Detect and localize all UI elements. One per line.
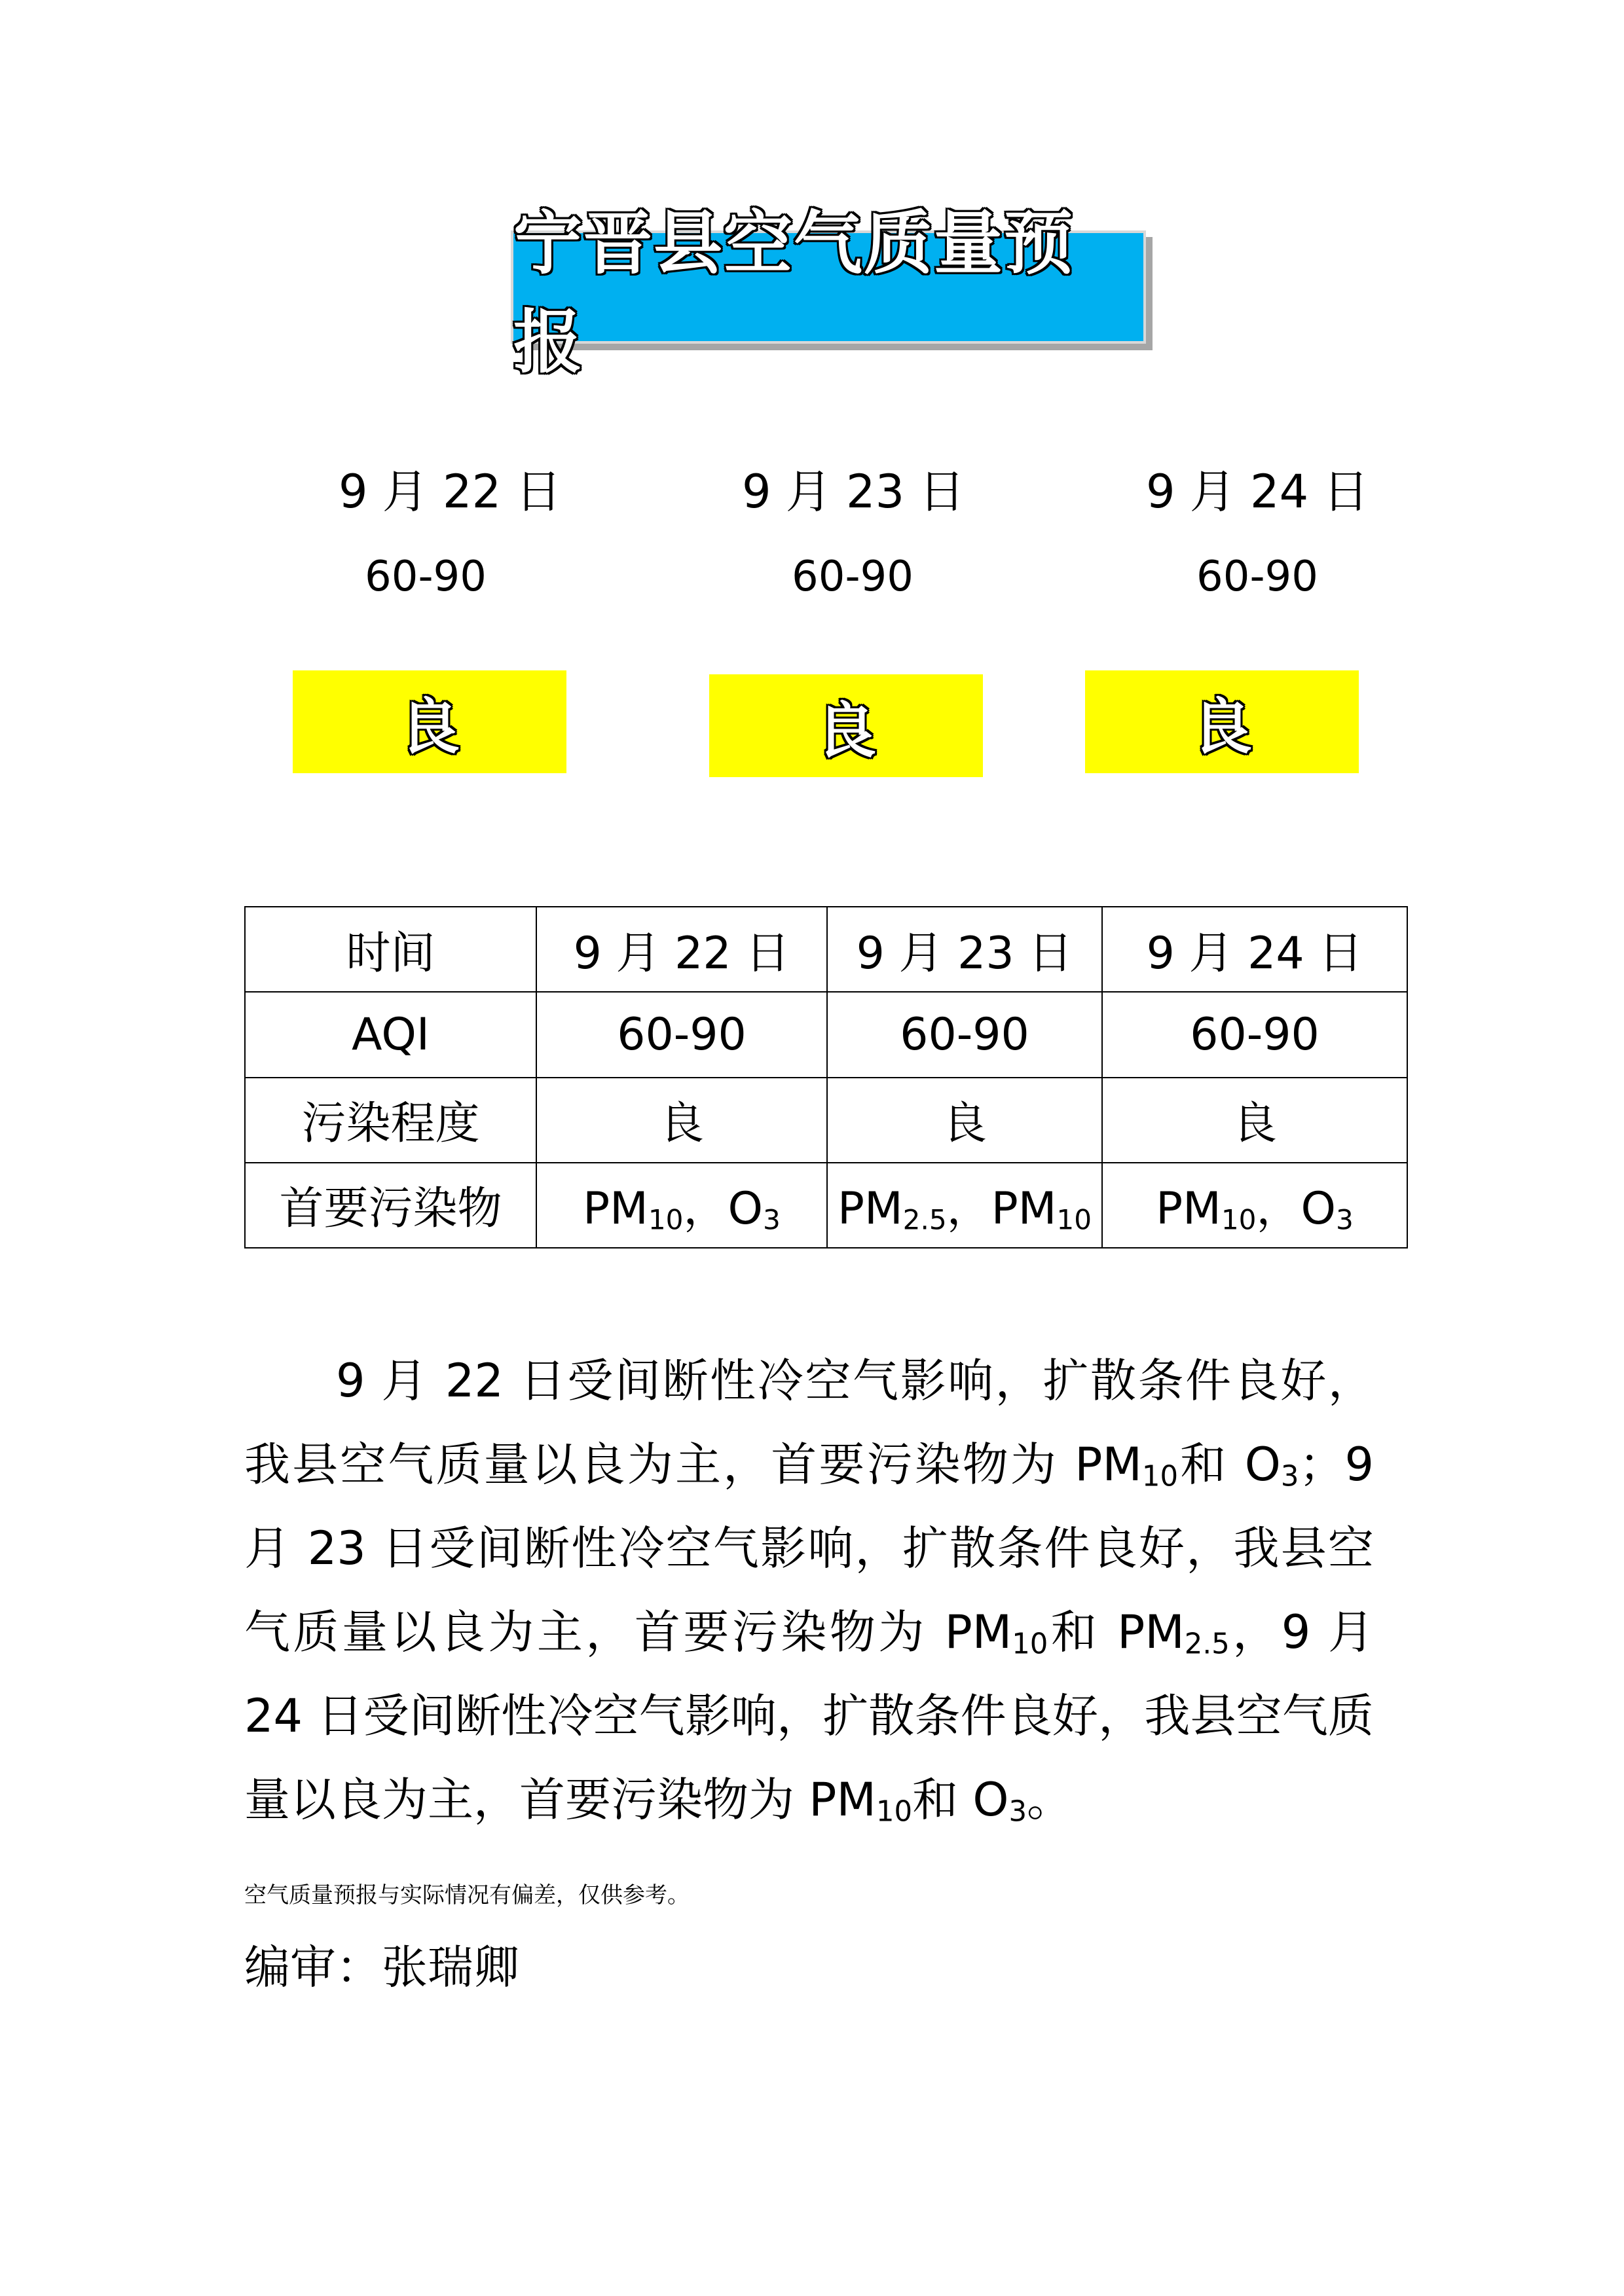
pollutant-subscript: 10 bbox=[1221, 1203, 1257, 1236]
summary-text: 。 bbox=[1027, 1773, 1073, 1827]
forecast-date-2: 9 月 23 日 bbox=[742, 465, 965, 519]
pollutant-subscript: 10 bbox=[648, 1203, 684, 1236]
forecast-table bbox=[244, 906, 1408, 1248]
summary-text: 9 月 22 日受间断性冷空气影响，扩散条件良好，我县空气质量以良为主，首要污染物为 PM bbox=[244, 1354, 1374, 1491]
pollutant-subscript: 3 bbox=[763, 1203, 781, 1236]
summary-subscript: 10 bbox=[1141, 1460, 1179, 1493]
summary-text: 和 O bbox=[912, 1773, 1009, 1827]
pollutant-name: PM bbox=[583, 1183, 648, 1235]
level-badge-label: 良 bbox=[399, 691, 460, 762]
table-cell-level: 良 bbox=[1102, 1078, 1407, 1163]
pollutant-name: O bbox=[728, 1183, 764, 1235]
table-cell-pollutant bbox=[536, 1163, 827, 1248]
row-header-level: 污染程度 bbox=[245, 1078, 536, 1163]
table-row-aqi bbox=[245, 992, 1407, 1077]
forecast-aqi-1: 60-90 bbox=[365, 553, 487, 601]
forecast-aqi-2: 60-90 bbox=[792, 553, 913, 601]
summary-subscript: 10 bbox=[876, 1795, 913, 1829]
summary-subscript: 3 bbox=[1280, 1460, 1299, 1493]
table-cell-date: 9 月 24 日 bbox=[1102, 907, 1407, 992]
pollutant-subscript: 2.5 bbox=[902, 1203, 947, 1236]
disclaimer-note: 空气质量预报与实际情况有偏差，仅供参考。 bbox=[244, 1882, 690, 1908]
forecast-date-1: 9 月 22 日 bbox=[339, 465, 562, 519]
summary-text: 和 PM bbox=[1048, 1605, 1185, 1659]
table-cell-aqi: 60-90 bbox=[1102, 992, 1407, 1077]
level-badge-label: 良 bbox=[1191, 691, 1252, 762]
row-header-time: 时间 bbox=[245, 907, 536, 992]
forecast-date-3: 9 月 24 日 bbox=[1146, 465, 1369, 519]
pollutant-separator: ， bbox=[946, 1183, 991, 1235]
title-banner bbox=[511, 203, 1146, 382]
pollutant-subscript: 10 bbox=[1056, 1203, 1092, 1236]
summary-text: ；9 月 23 日受间断性冷空气影响，扩散条件良好，我县空气质量以良为主，首要污染物为 PM bbox=[244, 1438, 1374, 1659]
table-row-pollutant bbox=[245, 1163, 1407, 1248]
table-cell-level: 良 bbox=[827, 1078, 1102, 1163]
level-badge-2 bbox=[709, 674, 983, 777]
summary-subscript: 2.5 bbox=[1184, 1628, 1230, 1661]
level-badge-label: 良 bbox=[815, 695, 876, 766]
table-row-level bbox=[245, 1078, 1407, 1163]
pollutant-name: PM bbox=[991, 1183, 1057, 1235]
table-cell-level: 良 bbox=[536, 1078, 827, 1163]
page-title: 宁晋县空气质量预报 bbox=[513, 203, 1075, 382]
table-cell-pollutant bbox=[827, 1163, 1102, 1248]
row-header-aqi: AQI bbox=[245, 992, 536, 1077]
summary-paragraph bbox=[244, 1339, 1374, 1842]
table-cell-pollutant bbox=[1102, 1163, 1407, 1248]
level-badge-1 bbox=[293, 670, 566, 773]
pollutant-subscript: 3 bbox=[1336, 1203, 1354, 1236]
table-row-time bbox=[245, 907, 1407, 992]
forecast-aqi-3: 60-90 bbox=[1196, 553, 1318, 601]
table-cell-date: 9 月 22 日 bbox=[536, 907, 827, 992]
table-cell-aqi: 60-90 bbox=[827, 992, 1102, 1077]
editor-credit: 编审：张瑞卿 bbox=[244, 1941, 519, 1994]
summary-subscript: 3 bbox=[1008, 1795, 1027, 1829]
pollutant-name: PM bbox=[1156, 1183, 1221, 1235]
table-cell-date: 9 月 23 日 bbox=[827, 907, 1102, 992]
level-badge-3 bbox=[1085, 670, 1359, 773]
pollutant-separator: ， bbox=[1256, 1183, 1301, 1235]
row-header-pollutant: 首要污染物 bbox=[245, 1163, 536, 1248]
pollutant-name: O bbox=[1301, 1183, 1337, 1235]
summary-text: ，9 月 24 日受间断性冷空气影响，扩散条件良好，我县空气质量以良为主，首要污染物为 PM bbox=[244, 1605, 1375, 1827]
summary-subscript: 10 bbox=[1012, 1628, 1048, 1661]
pollutant-separator: ， bbox=[683, 1183, 728, 1235]
summary-text: 和 O bbox=[1178, 1438, 1281, 1491]
pollutant-name: PM bbox=[837, 1183, 903, 1235]
table-cell-aqi: 60-90 bbox=[536, 992, 827, 1077]
